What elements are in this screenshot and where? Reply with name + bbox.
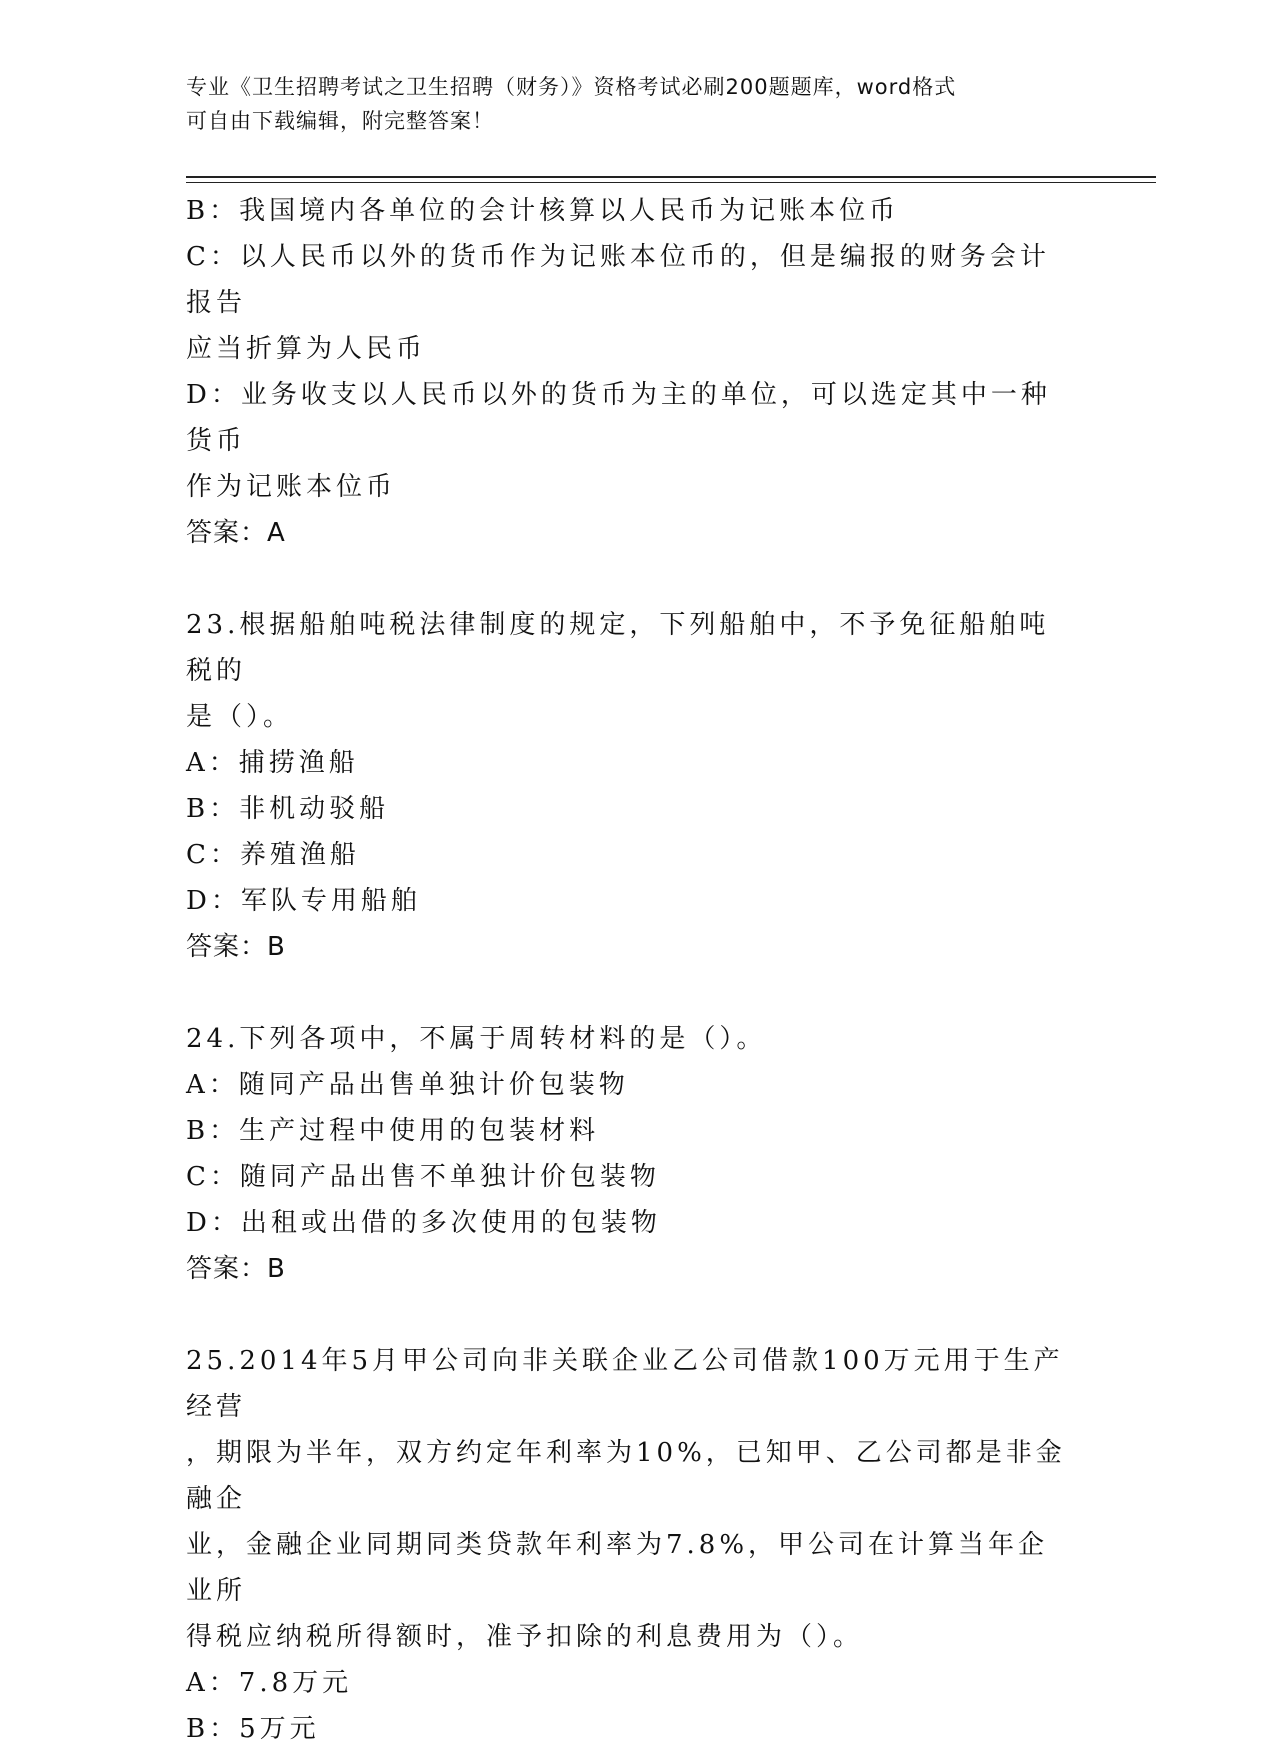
spacer [186,556,1076,602]
question-stem-line-1: 23.根据船舶吨税法律制度的规定，下列船舶中，不予免征船舶吨税的 [186,610,1050,686]
option-c-line-2: 应当折算为人民币 [186,334,427,364]
question-25 [186,1338,1076,1752]
option-d-line-2: 作为记账本位币 [186,472,397,502]
option-c: C：养殖渔船 [186,840,360,870]
question-23 [186,602,1076,970]
header-rule-thick [186,176,1156,178]
option-c: C：随同产品出售不单独计价包装物 [186,1162,660,1192]
question-stem-line-2: ，期限为半年，双方约定年利率为10%，已知甲、乙公司都是非金融企 [186,1438,1066,1514]
header-line-1: 专业《卫生招聘考试之卫生招聘（财务）》资格考试必刷200题题库，word格式 [186,75,957,99]
question-stem-line-2: 是（）。 [186,702,294,732]
option-b: B：生产过程中使用的包装材料 [186,1116,600,1146]
option-a: A：随同产品出售单独计价包装物 [186,1070,629,1100]
spacer [186,1292,1076,1338]
option-d: D：军队专用船舶 [186,886,421,916]
header-rule-thin [186,182,1156,183]
question-stem: 24.下列各项中，不属于周转材料的是（）。 [186,1024,767,1054]
option-b: B：我国境内各单位的会计核算以人民币为记账本位币 [186,196,900,226]
option-a: A：捕捞渔船 [186,748,359,778]
question-stem-line-4: 得税应纳税所得额时，准予扣除的利息费用为（）。 [186,1622,864,1652]
question-stem-line-3: 业，金融企业同期同类贷款年利率为7.8%，甲公司在计算当年企业所 [186,1530,1049,1606]
option-a: A：7.8万元 [186,1668,353,1698]
document-header [186,70,1086,138]
option-b: B：5万元 [186,1714,320,1744]
answer: 答案：A [186,518,286,548]
document-body [186,188,1076,1752]
question-24 [186,1016,1076,1292]
spacer [186,970,1076,1016]
option-d-line-1: D：业务收支以人民币以外的货币为主的单位，可以选定其中一种货币 [186,380,1051,456]
header-line-2: 可自由下载编辑，附完整答案！ [186,109,494,133]
answer: 答案：B [186,932,286,962]
option-d: D：出租或出借的多次使用的包装物 [186,1208,661,1238]
question-stem-line-1: 25.2014年5月甲公司向非关联企业乙公司借款100万元用于生产经营 [186,1346,1064,1422]
question-22-continued [186,188,1076,556]
option-c-line-1: C：以人民币以外的货币作为记账本位币的，但是编报的财务会计报告 [186,242,1050,318]
option-b: B：非机动驳船 [186,794,390,824]
answer: 答案：B [186,1254,286,1284]
